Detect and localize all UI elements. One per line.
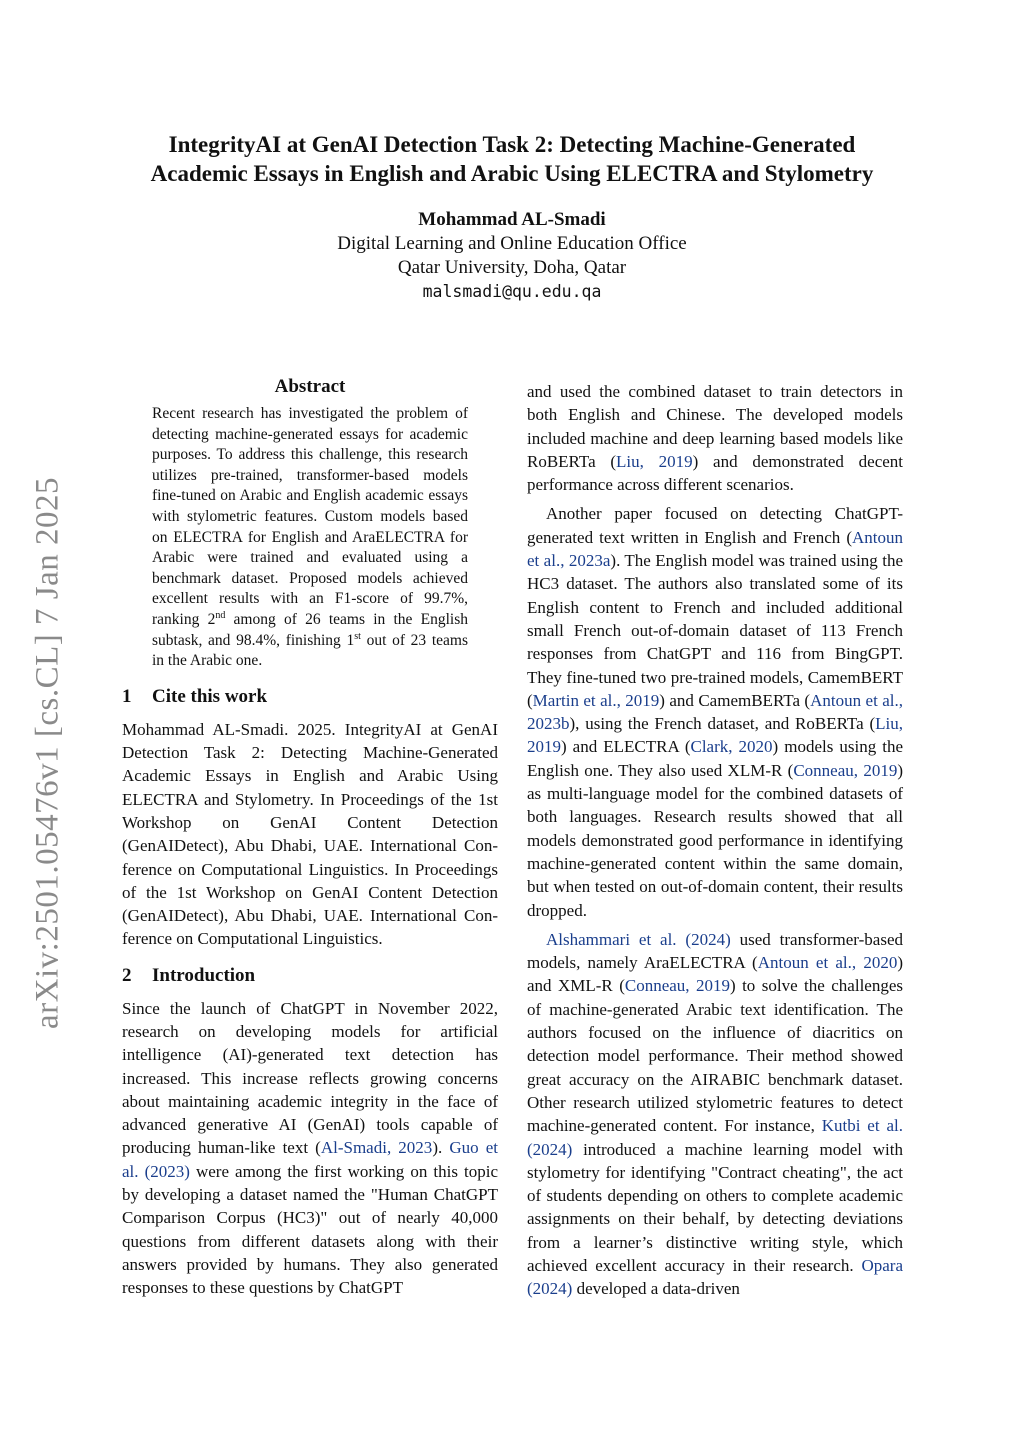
- citation-link[interactable]: Conneau, 2019: [624, 976, 730, 996]
- author-block: [0, 208, 1024, 304]
- section-1-heading: 1 Cite this work: [122, 685, 268, 707]
- introduction-paragraph-continued: and used the combined dataset to train detectors in both English and Chinese. The developed models included machine and deep learning based models like RoBERTa (Liu, 2019) and demonstrated decent performance across different scenarios.: [527, 382, 904, 495]
- author-name: Mohammad AL-Smadi: [418, 209, 606, 230]
- citation-link[interactable]: Liu, 2019: [616, 451, 693, 471]
- citation-link[interactable]: Guo et al. (2023): [122, 1138, 498, 1181]
- citation-link[interactable]: Clark, 2020: [690, 737, 773, 757]
- paper-header: [0, 130, 1024, 304]
- citation-link[interactable]: Alshammari et al. (2024): [546, 929, 731, 949]
- citation-link[interactable]: Antoun et al., 2023b: [527, 690, 904, 734]
- left-column: [122, 376, 498, 1300]
- arxiv-identifier-stamp: arXiv:2501.05476v1 [cs.CL] 7 Jan 2025: [29, 477, 66, 1029]
- citation-link[interactable]: Antoun et al., 2023a: [527, 527, 903, 571]
- citation-link[interactable]: Conneau, 2019: [793, 760, 898, 780]
- right-column: [527, 380, 903, 1301]
- abstract-text: Recent research has investigated the problem of detecting machine-generated essays for academic purposes. To address this challenge, this research utilizes pre-trained, transformer-based models fine-tuned on Arabic and English academic essays with stylometric features. Custom models based on ELECTRA for English and AraELECTRA for Arabic were trained and evaluated using a benchmark dataset. Proposed models achieved excellent results with an F1-score of 99.7%, ranking 2nd among of 26 teams in the English subtask, and 98.4%, finishing 1st out of 23 teams in the Arabic one.: [152, 405, 469, 670]
- title-line-1: IntegrityAI at GenAI Detection Task 2: Detecting Machine-Generated: [168, 132, 856, 157]
- citation-link[interactable]: Martin et al., 2019: [532, 690, 660, 710]
- introduction-paragraph-3: Alshammari et al. (2024) used transformer-based models, namely AraELECTRA (Antoun et al., 2020) and XML-R (Conneau, 2019) to solve the challenges of machine-generated Arabic text identification. The authors focused on the influence of diacritics on detection model performance. Their method showed great accuracy on the AIRABIC benchmark dataset. Other research utilized stylometric features to detect machine-generated content. For instance, Kutbi et al. (2024) introduced a machine learning model with stylometry for identifying "Contract cheating", the act of students depending on others to complete academic assignments on their behalf, by detecting deviations from a learner’s distinctive writing style, which achieved excellent accuracy in their research. Opara (2024) developed a data-driven: [527, 929, 904, 1299]
- introduction-paragraph-2: Another paper focused on detecting ChatGPT-generated text written in English and French (Antoun et al., 2023a). The English model was trained using the HC3 dataset. The authors also translated some of its English content to French and included additional small French out-of-domain dataset of 113 French responses from ChatGPT and 116 from BingGPT. They fine-tuned two pre-trained models, CamemBERT (Martin et al., 2019) and CamemBERTa (Antoun et al., 2023b), using the French dataset, and RoBERTa (Liu, 2019) and ELECTRA (Clark, 2020) models using the English one. They also used XLM-R (Conneau, 2019) as multi-language model for the combined datasets of both languages. Research results showed that all models demonstrated good performance in identifying machine-generated content within the same domain, but when tested on out-of-domain content, their results dropped.: [527, 504, 904, 920]
- author-affiliation-2: Qatar University, Doha, Qatar: [397, 257, 627, 278]
- author-email[interactable]: malsmadi@qu.edu.qa: [422, 282, 602, 301]
- introduction-paragraph-1: Since the launch of ChatGPT in November 2022, research on developing models for artificial intelligence (AI)-generated text detection has increased. This increase reflects growing concerns about maintaining academic integrity in the face of advanced generative AI (GenAI) tools capable of producing human-like text (Al-Smadi, 2023). Guo et al. (2023) were among the first working on this topic by developing a dataset named the "Human ChatGPT Comparison Corpus (HC3)" out of nearly 40,000 questions from different datasets along with their answers provided by humans. They also generated responses to these questions by ChatGPT: [122, 998, 499, 1298]
- citation-link[interactable]: Opara (2024): [527, 1255, 903, 1299]
- author-affiliation-1: Digital Learning and Online Education Office: [337, 233, 687, 254]
- citation-link[interactable]: Antoun et al., 2020: [757, 953, 898, 973]
- citation-link[interactable]: Al-Smadi, 2023: [320, 1138, 433, 1158]
- cite-this-work-text: Mohammad AL-Smadi. 2025. IntegrityAI at GenAI Detection Task 2: Detecting Machine-Generated Academic Essays in English and Arabic Using ELECTRA and Stylometry. In Proceedings of the 1st Workshop on GenAI Content Detection (GenAIDetect), Abu Dhabi, UAE. International Con- ference on Computational Linguistics. In Proceedings of the 1st Workshop on GenAI Content Detection (GenAIDetect), Abu Dhabi, UAE. International Con- ference on Computational Linguistics.: [122, 719, 498, 949]
- citation-link[interactable]: Kutbi et al. (2024): [527, 1116, 903, 1159]
- paper-title: [0, 130, 1024, 188]
- abstract-heading: Abstract: [274, 376, 346, 397]
- title-line-2: Academic Essays in English and Arabic Using ELECTRA and Stylometry: [150, 161, 874, 186]
- section-2-heading: 2 Introduction: [122, 964, 256, 986]
- citation-link[interactable]: Liu, 2019: [527, 714, 903, 757]
